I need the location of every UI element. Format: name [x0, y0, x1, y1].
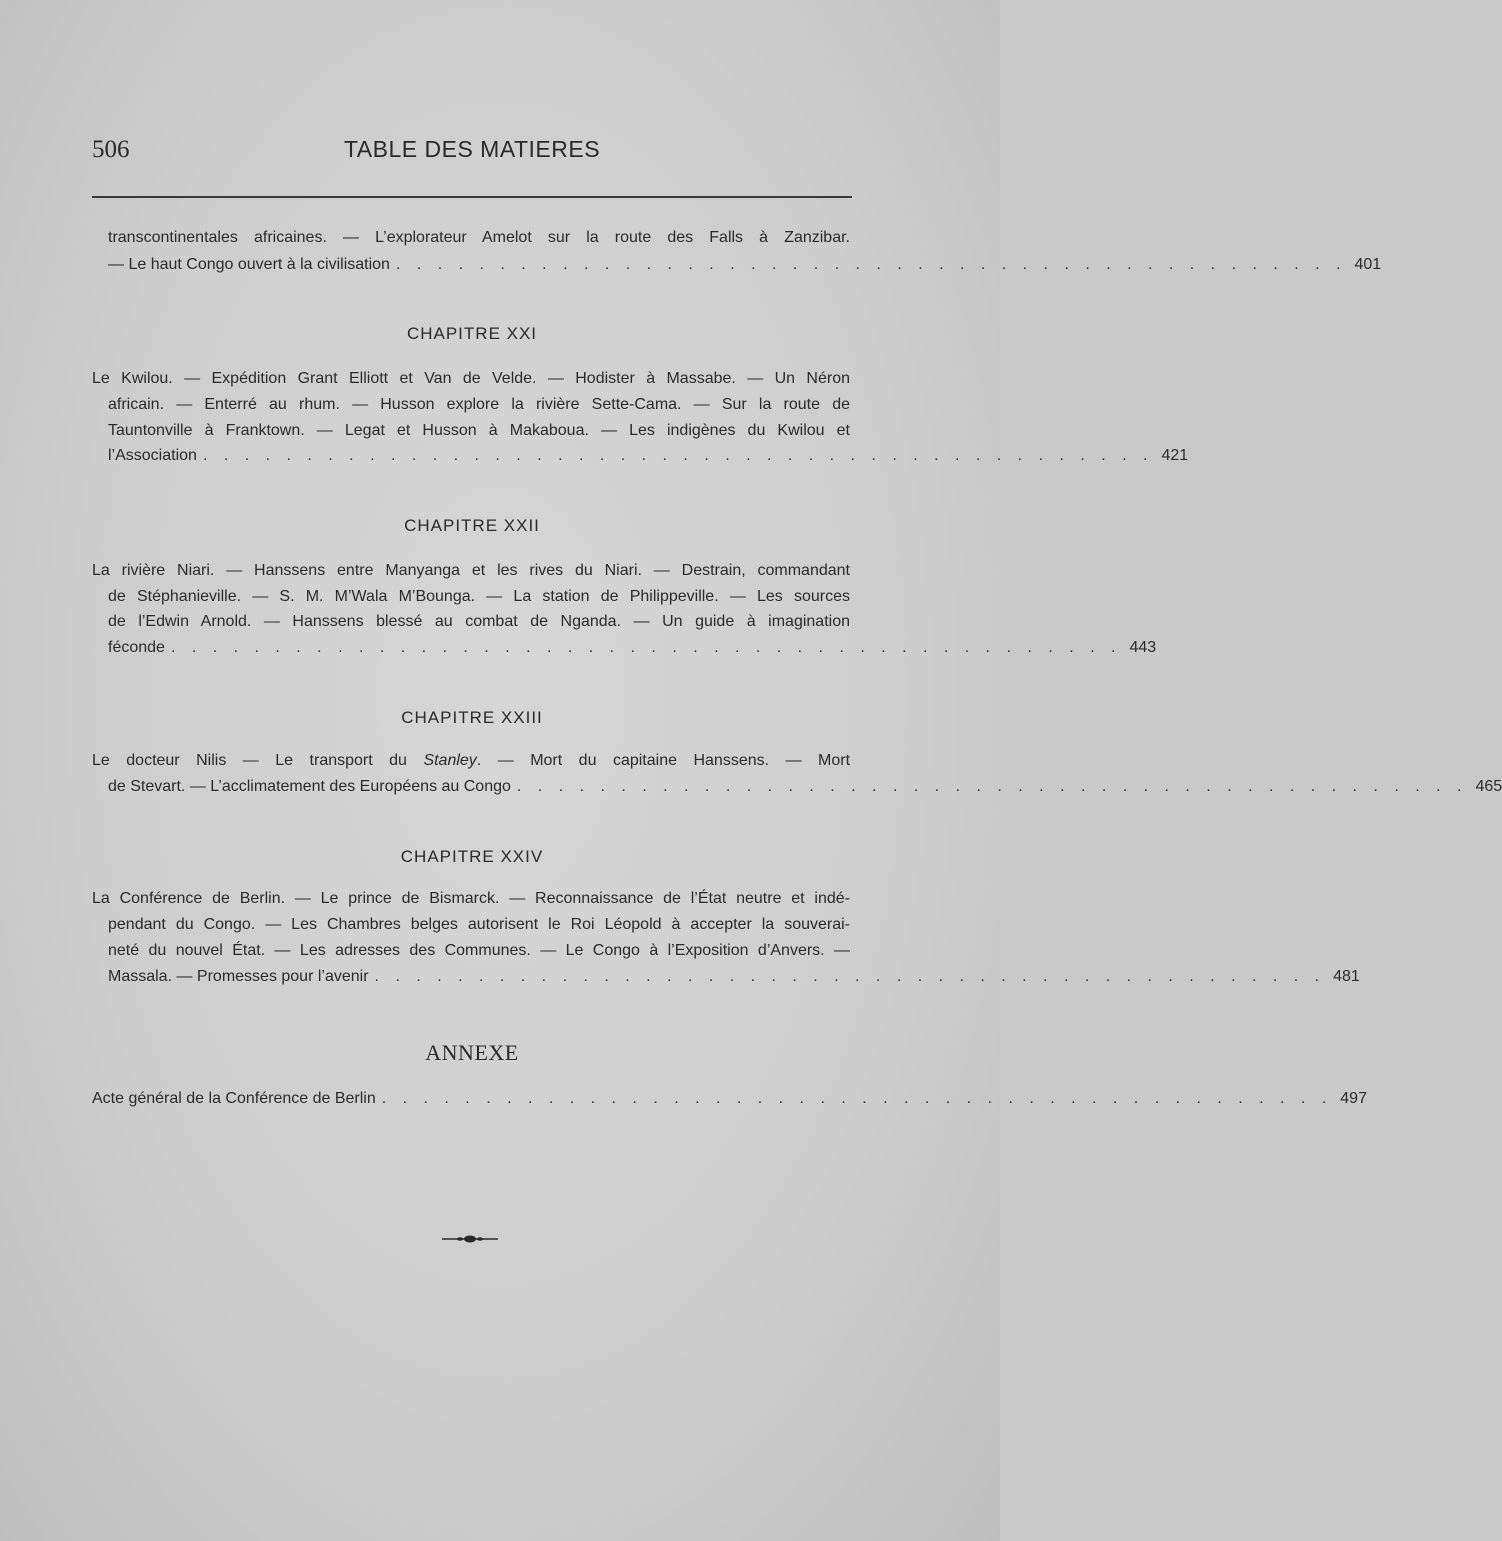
toc-page-number: 465	[1475, 778, 1502, 795]
leader-dots: . . . . . . . . . . . . . . . . . . . . . . . . . . . . . . . . . . . . . . . . . . . . . .	[516, 778, 1468, 795]
toc-line	[92, 752, 850, 770]
leader-dots: . . . . . . . . . . . . . . . . . . . . . . . . . . . . . . . . . . . . . . . . . . . . . .	[395, 256, 1347, 273]
toc-line: Massala. — Promesses pour l’avenir	[108, 968, 369, 985]
toc-line: féconde	[108, 639, 165, 656]
toc-line: La Conférence de Berlin. — Le prince de Bismarck. — Reconnaissance de l’État neutre et indé-	[92, 890, 850, 907]
toc-line: pendant du Congo. — Les Chambres belges autorisent le Roi Léopold à accepter la souverai-	[108, 916, 850, 933]
toc-line: neté du nouvel État. — Les adresses des Communes. — Le Congo à l’Exposition d’Anvers. —	[108, 942, 850, 959]
ornament-icon	[442, 1233, 498, 1245]
toc-line: Le Kwilou. — Expédition Grant Elliott et Van de Velde. — Hodister à Massabe. — Un Néron	[92, 370, 850, 387]
chapter-heading: CHAPITRE XXI	[406, 324, 538, 343]
leader-dots: . . . . . . . . . . . . . . . . . . . . . . . . . . . . . . . . . . . . . . . . . . . . . .	[381, 1090, 1333, 1107]
toc-line-part: . — Mort du capitaine Hanssens. — Mort	[476, 752, 851, 769]
toc-leader-line	[92, 1090, 1367, 1108]
chapter-heading: CHAPITRE XXII	[404, 516, 540, 535]
leader-dots: . . . . . . . . . . . . . . . . . . . . . . . . . . . . . . . . . . . . . . . . . . . . . .	[374, 968, 1326, 985]
toc-line-part: Le docteur Nilis — Le transport du	[92, 752, 424, 769]
toc-line: La rivière Niari. — Hanssens entre Manyanga et les rives du Niari. — Destrain, commandant	[92, 562, 850, 579]
toc-page-number: 443	[1129, 639, 1157, 656]
chapter-heading: CHAPITRE XXIV	[400, 847, 544, 866]
toc-line: de l’Edwin Arnold. — Hanssens blessé au combat de Nganda. — Un guide à imagination	[108, 613, 850, 630]
toc-page-number: 481	[1333, 968, 1360, 985]
page-header	[92, 132, 852, 172]
annexe-heading: ANNEXE	[425, 1040, 519, 1065]
toc-line: Tauntonville à Franktown. — Legat et Husson à Makaboua. — Les indigènes du Kwilou et	[108, 422, 850, 439]
toc-page-number: 401	[1354, 256, 1382, 273]
toc-line: africain. — Enterré au rhum. — Husson explore la rivière Sette-Cama. — Sur la route de	[108, 396, 850, 413]
toc-line: l’Association	[108, 447, 197, 464]
toc-line: Acte général de la Conférence de Berlin	[92, 1090, 376, 1107]
leader-dots: . . . . . . . . . . . . . . . . . . . . . . . . . . . . . . . . . . . . . . . . . . . . . .	[170, 639, 1122, 656]
leader-dots: . . . . . . . . . . . . . . . . . . . . . . . . . . . . . . . . . . . . . . . . . . . . . .	[202, 447, 1154, 464]
header-rule	[92, 196, 852, 198]
toc-line: transcontinentales africaines. — L’explorateur Amelot sur la route des Falls à Zanzibar.	[108, 229, 850, 246]
toc-line: de Stéphanieville. — S. M. M’Wala M’Bounga. — La station de Philippeville. — Les sources	[108, 588, 850, 605]
toc-line: — Le haut Congo ouvert à la civilisation	[108, 256, 390, 273]
page-number: 506	[92, 136, 130, 163]
toc-page-number: 497	[1340, 1090, 1367, 1107]
toc-leader-line	[108, 778, 1502, 796]
chapter-heading: CHAPITRE XXIII	[401, 708, 543, 727]
toc-line: de Stevart. — L’acclimatement des Européens au Congo	[108, 778, 511, 795]
toc-leader-line	[108, 639, 1157, 657]
toc-page-number: 421	[1161, 447, 1189, 464]
running-title: TABLE DES MATIERES	[343, 136, 601, 162]
toc-leader-line	[108, 256, 1382, 274]
vessel-name: Stanley	[423, 752, 477, 769]
toc-leader-line	[108, 447, 1189, 465]
toc-leader-line	[108, 968, 1360, 986]
